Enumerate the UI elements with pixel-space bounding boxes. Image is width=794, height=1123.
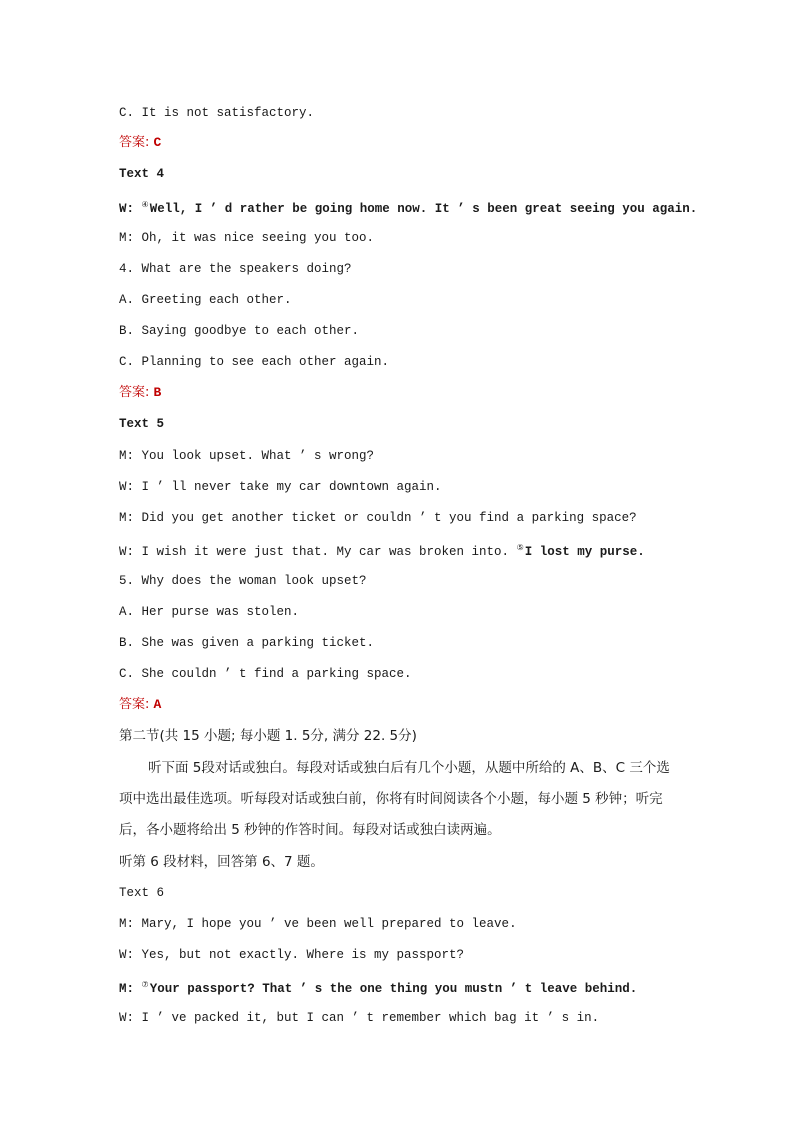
option-text: B. Saying goodbye to each other. xyxy=(119,324,360,338)
marker-number: ④ xyxy=(141,201,149,210)
dialogue-text: M: You look upset. What ’ s wrong? xyxy=(119,449,375,463)
option-line xyxy=(119,666,412,682)
dialogue-line xyxy=(119,978,637,997)
answer-value: C xyxy=(153,135,162,150)
answer-line xyxy=(119,135,161,151)
answer-line xyxy=(119,697,161,713)
instruction-line xyxy=(119,790,663,808)
speaker-label: M: xyxy=(119,982,135,996)
dialogue-text: M: Mary, I hope you ’ ve been well prepared to leave. xyxy=(119,917,517,931)
dialogue-text: M: Oh, it was nice seeing you too. xyxy=(119,231,375,245)
question-text: 5. Why does the woman look upset? xyxy=(119,574,367,588)
instruction-text: 听下面 5段对话或独白。每段对话或独白后有几个小题，从题中所给的 A、B、C 三个选 xyxy=(148,760,670,776)
paragraph-text: 听第 6 段材料，回答第 6、7 题。 xyxy=(119,854,324,870)
answer-label: 答案: xyxy=(119,385,150,400)
dialogue-text: W: I ’ ll never take my car downtown again. xyxy=(119,480,442,494)
instruction-line xyxy=(119,821,501,839)
dialogue-text: W: Yes, but not exactly. Where is my passport? xyxy=(119,948,465,962)
text-heading xyxy=(119,166,164,182)
question-line xyxy=(119,261,352,277)
dialogue-line xyxy=(119,510,637,526)
dialogue-line xyxy=(119,1010,599,1026)
dialogue-line xyxy=(119,916,517,932)
option-text: C. It is not satisfactory. xyxy=(119,106,315,120)
text-heading-label: Text 4 xyxy=(119,167,165,181)
option-line xyxy=(119,105,314,121)
dialogue-line xyxy=(119,479,442,495)
option-line xyxy=(119,635,374,651)
speaker-label: W: xyxy=(119,202,135,216)
dialogue-text: Your passport? That ’ s the one thing you mustn ’ t leave behind. xyxy=(149,982,638,996)
dialogue-line xyxy=(119,541,645,560)
option-text: C. She couldn ’ t find a parking space. xyxy=(119,667,412,681)
text-heading-label: Text 6 xyxy=(119,886,165,900)
option-text: C. Planning to see each other again. xyxy=(119,355,390,369)
section-heading-text: 第二节(共 15 小题; 每小题 1. 5分, 满分 22. 5分) xyxy=(119,728,417,744)
instruction-text: 项中选出最佳选项。听每段对话或独白前，你将有时间阅读各个小题，每小题 5 秒钟；听完 xyxy=(119,791,663,807)
dialogue-text: Well, I ’ d rather be going home now. It ’ s been great seeing you again. xyxy=(149,202,698,216)
dialogue-line xyxy=(119,230,374,246)
answer-label: 答案: xyxy=(119,135,150,150)
dialogue-line xyxy=(119,448,374,464)
paragraph-line xyxy=(119,853,324,871)
answer-value: B xyxy=(153,385,162,400)
dialogue-line xyxy=(119,198,697,217)
marker-number: ⑦ xyxy=(141,981,149,990)
marker-number: ⑤ xyxy=(516,544,524,553)
answer-value: A xyxy=(153,697,162,712)
dialogue-text: W: I ’ ve packed it, but I can ’ t remember which bag it ’ s in. xyxy=(119,1011,600,1025)
option-line xyxy=(119,292,292,308)
question-text: 4. What are the speakers doing? xyxy=(119,262,352,276)
option-text: B. She was given a parking ticket. xyxy=(119,636,375,650)
text-heading xyxy=(119,416,164,432)
question-line xyxy=(119,573,367,589)
instruction-text: 后，各小题将给出 5 秒钟的作答时间。每段对话或独白读两遍。 xyxy=(119,822,501,838)
text-heading xyxy=(119,885,164,901)
dialogue-key-text: I lost my purse. xyxy=(524,545,645,559)
answer-label: 答案: xyxy=(119,697,150,712)
answer-line xyxy=(119,385,161,401)
option-line xyxy=(119,323,359,339)
text-heading-label: Text 5 xyxy=(119,417,165,431)
option-text: A. Greeting each other. xyxy=(119,293,292,307)
section-heading xyxy=(119,727,417,745)
instruction-line xyxy=(148,759,670,777)
dialogue-text: M: Did you get another ticket or couldn ’ t you find a parking space? xyxy=(119,511,637,525)
option-line xyxy=(119,354,389,370)
dialogue-line xyxy=(119,947,464,963)
option-text: A. Her purse was stolen. xyxy=(119,605,300,619)
dialogue-text: W: I wish it were just that. My car was broken into. xyxy=(119,545,510,559)
option-line xyxy=(119,604,299,620)
